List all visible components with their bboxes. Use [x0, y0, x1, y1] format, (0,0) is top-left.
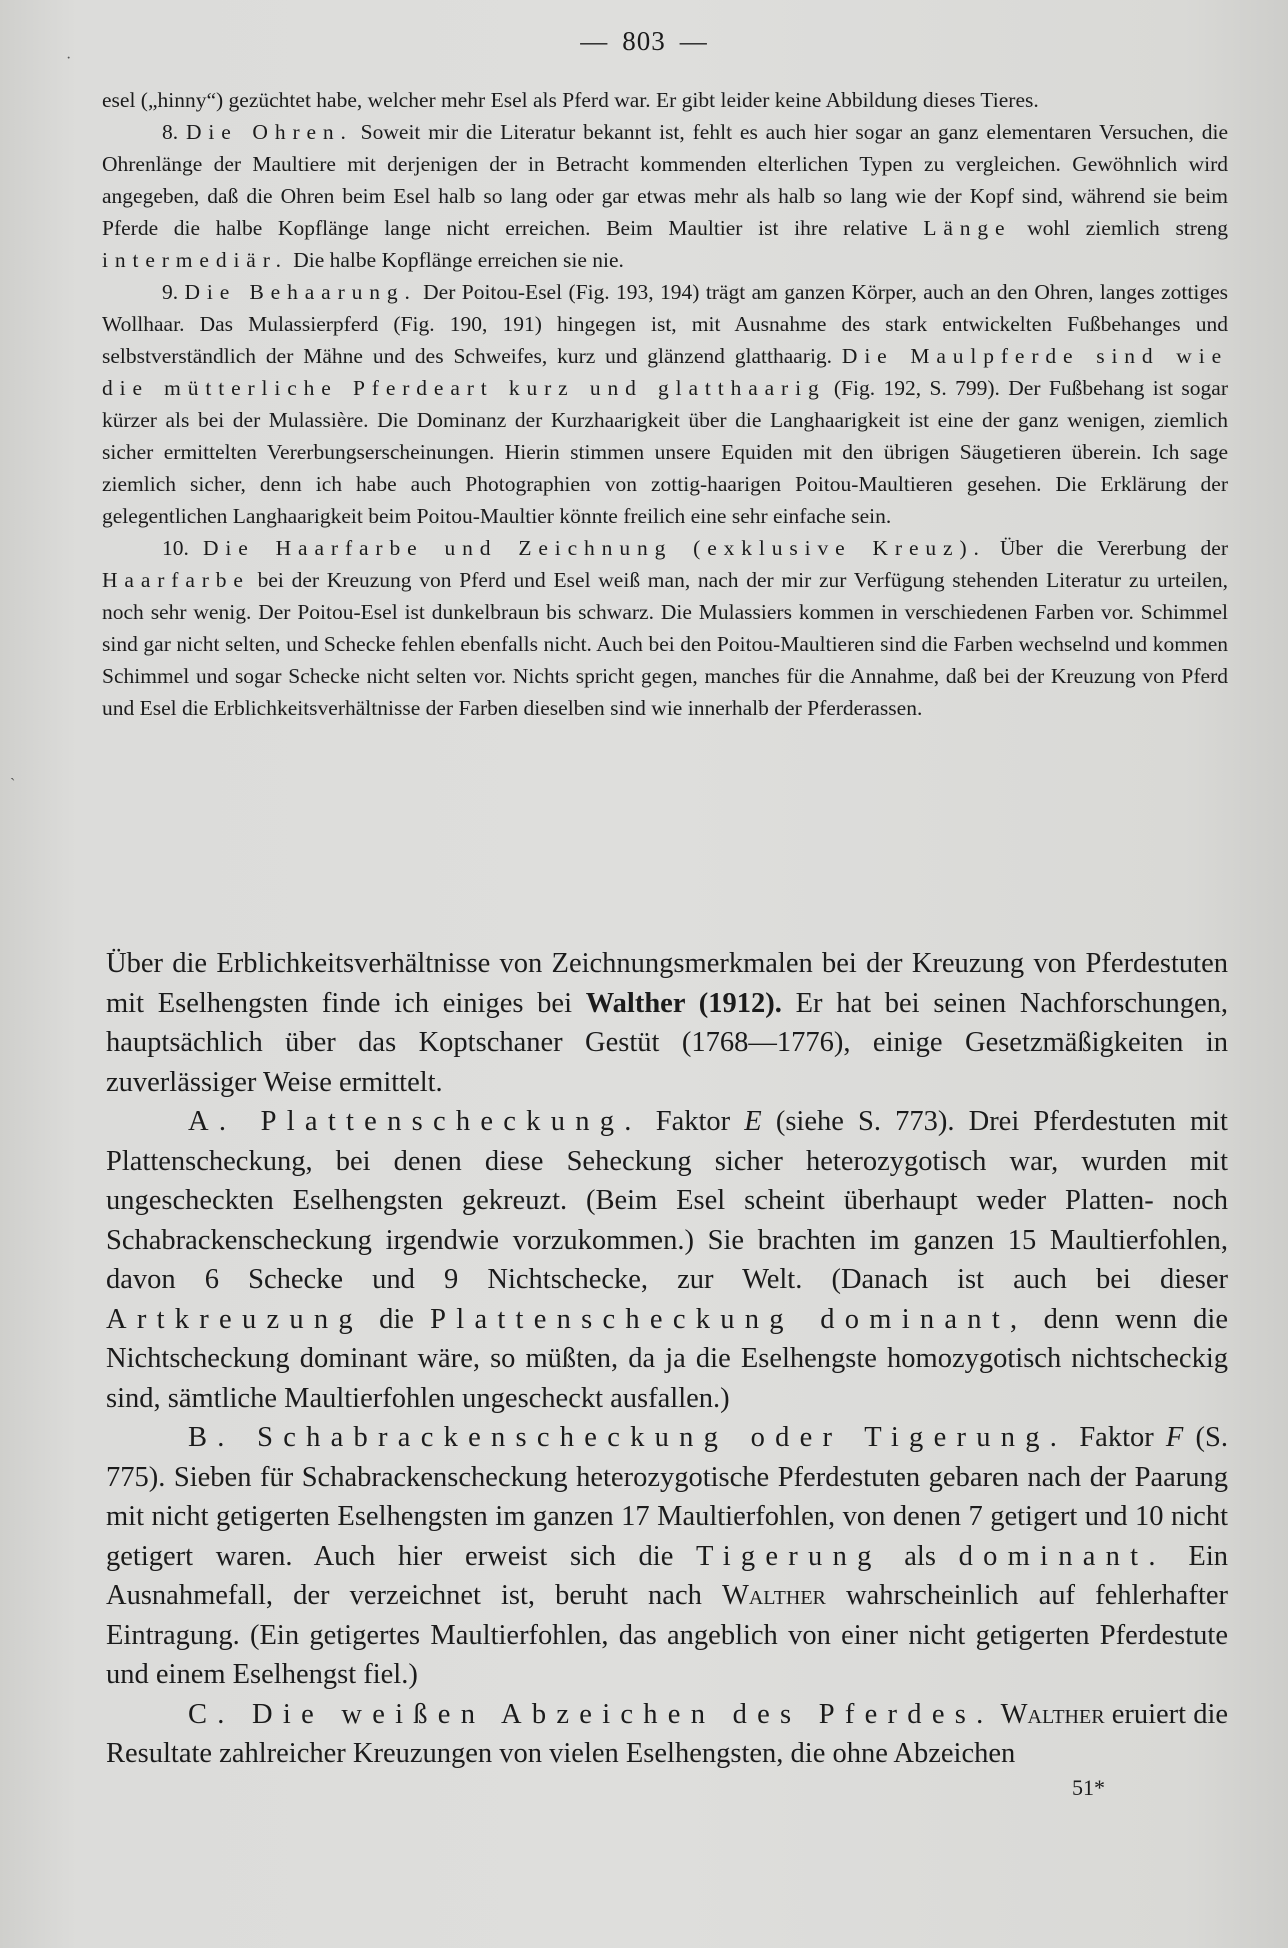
- emphasis-text: Tigerung: [696, 1540, 882, 1572]
- small-print-section: [102, 84, 1228, 724]
- page-header: [0, 26, 1288, 57]
- section-heading: B. Schabrackenscheckung oder Tigerung.: [188, 1422, 1068, 1453]
- paragraph-text: (Fig. 192, S. 799). Der Fußbehang ist sogar kürzer als bei der Mulassière. Die Dominanz der Kurzhaarigkeit über die Langhaarigkeit ist eine der ganz wenigen, ziemlich sicher ermittelten Vererbungserscheinungen. Hierin stimmen unsere Equiden mit den übrigen Säugetieren überein. Ich sage ziemlich sicher, denn ich habe auch Photographien von zottig-haarigen Poitou-Maultieren gesehen. Die Erklärung der gelegentlichen Langhaarigkeit beim Poitou-Maultier könnte freilich eine sehr einfache sein.: [102, 376, 1228, 528]
- paragraph-abzeichen: [106, 1695, 1228, 1774]
- paragraph-text: wahrscheinlich auf fehlerhafter Eintragung. (Ein getigertes Maultierfohlen, das angeblich von einer nicht getigerten Pferdestute und einem Eselhengst fiel.): [106, 1580, 1228, 1690]
- signature-mark: 51*: [1072, 1775, 1105, 1800]
- specimen-dot: ·: [66, 50, 72, 67]
- paragraph-schabrackenscheckung: [106, 1418, 1228, 1695]
- paragraph-haarfarbe: [102, 532, 1228, 724]
- paragraph-text: Faktor: [1067, 1422, 1166, 1453]
- section-number: 8.: [162, 120, 179, 144]
- section-number: 10.: [162, 536, 189, 560]
- paragraph-text: Ein Ausnahmefall, der verzeichnet ist, beruht nach: [106, 1540, 1228, 1611]
- paragraph-ohren: [102, 116, 1228, 276]
- paragraph-text: (siehe S. 773). Drei Pferdestuten mit Plattenscheckung, bei denen diese Seheckung sicher heterozygotisch war, wurden mit ungescheckten Eselhengsten gekreuzt. (Beim Esel scheint überhaupt weder Platten- noch Schabrackenscheckung irgendwie vorzukommen.) Sie brachten im ganzen 15 Maultierfohlen, davon 6 Schecke und 9 Nichtschecke, zur Welt. (Danach ist auch bei dieser: [106, 1106, 1228, 1295]
- paragraph-plattenscheckung: [106, 1102, 1228, 1418]
- paragraph-text: eruiert die Resultate zahlreicher Kreuzungen von vielen Eselhengsten, die ohne Abzeichen: [106, 1698, 1229, 1769]
- paragraph-text: Der Poitou-Esel (Fig. 193, 194) trägt am ganzen Körper, auch an den Ohren, langes zottiges Wollhaar. Das Mulassierpferd (Fig. 190, 191) hingegen ist, mit Ausnahme des stark entwickelten Fußbehanges und selbstverständlich der Mähne und des Schweifes, kurz und glänzend glatthaarig.: [102, 280, 1228, 368]
- page-number: 803: [622, 26, 666, 56]
- factor-symbol: F: [1165, 1422, 1184, 1453]
- emphasis-text: Die Maulpferde sind wie die mütterliche Pferdeart kurz und glatthaarig: [102, 344, 1228, 400]
- section-number: 9.: [162, 280, 179, 304]
- paragraph-text: Über die Vererbung der: [985, 536, 1229, 560]
- emphasis-text: dominant.: [958, 1540, 1166, 1572]
- emphasis-text: intermediär.: [102, 248, 288, 272]
- header-dash-right: —: [679, 26, 708, 56]
- section-heading: Die Haarfarbe und Zeichnung (exklusive Kreuz).: [202, 536, 986, 560]
- emphasis-text: Plattenscheckung dominant,: [430, 1303, 1028, 1335]
- section-heading: A. Plattenscheckung.: [188, 1106, 642, 1137]
- section-heading: Die Behaarung.: [184, 280, 417, 304]
- paragraph-text: [993, 1699, 1000, 1730]
- paragraph-text: Über die Erblichkeitsverhältnisse von Zeichnungsmerkmalen bei der Kreuzung von Pferdestuten mit Eselhengsten finde ich einiges bei: [106, 948, 1228, 1019]
- margin-mark: `: [10, 776, 16, 793]
- paragraph-hinny: esel („hinny“) gezüchtet habe, welcher mehr Esel als Pferd war. Er gibt leider keine Abbildung dieses Tieres.: [102, 88, 1039, 112]
- paragraph-text: bei der Kreuzung von Pferd und Esel weiß man, nach der mir zur Verfügung stehenden Literatur zu urteilen, noch sehr wenig. Der Poitou-Esel ist dunkelbraun bis schwarz. Die Mulassiers kommen in verschiedenen Farben vor. Schimmel sind gar nicht selten, und Schecke fehlen ebenfalls nicht. Auch bei den Poitou-Maultieren sind die Farben wechselnd und kommen Schimmel und sogar Schecke nicht selten vor. Nichts spricht gegen, manches für die Annahme, daß bei der Kreuzung von Pferd und Esel die Erblichkeitsverhältnisse der Farben dieselben sind wie innerhalb der Pferderassen.: [102, 568, 1228, 720]
- paragraph-text: Soweit mir die Literatur bekannt ist, fehlt es auch hier sogar an ganz elementaren Versuchen, die Ohrenlänge der Maultiere mit derjenigen der in Betracht kommenden elterlichen Typen zu vergleichen. Gewöhnlich wird angegeben, daß die Ohren beim Esel halb so lang oder gar etwas mehr als halb so lang wie der Kopf sind, während sie beim Pferde die halbe Kopflänge lange nicht erreichen. Beim Maultier ist ihre relative: [102, 120, 1229, 240]
- section-heading: Die Ohren.: [186, 120, 353, 144]
- header-dash-left: —: [580, 26, 609, 56]
- emphasis-text: Haarfarbe: [102, 568, 250, 592]
- author-reference: Walther: [721, 1580, 826, 1611]
- author-reference: Walther: [1000, 1698, 1105, 1730]
- emphasis-text: Länge: [923, 216, 1012, 240]
- large-print-section: [106, 944, 1228, 1774]
- paragraph-behaarung: [102, 276, 1228, 532]
- paragraph-text: denn wenn die Nichtscheckung dominant wäre, so müßten, da ja die Eselhengste homozygotisch nichtscheckig sind, sämtliche Maultierfohlen ungescheckt ausfallen.): [106, 1303, 1229, 1414]
- factor-symbol: E: [744, 1106, 762, 1137]
- paragraph-intro: [106, 944, 1228, 1102]
- paragraph-text: wohl ziemlich streng: [1011, 216, 1228, 240]
- paragraph-text: Faktor: [641, 1106, 745, 1137]
- section-heading: C. Die weißen Abzeichen des Pferdes.: [188, 1698, 994, 1730]
- emphasis-text: Artkreuzung: [106, 1303, 363, 1335]
- paragraph-text: Die halbe Kopflänge erreichen sie nie.: [287, 248, 624, 272]
- paragraph-text: Er hat bei seinen Nachforschungen, hauptsächlich über das Koptschaner Gestüt (1768—1776), einige Gesetzmäßigkeiten in zuverlässiger Weise ermittelt.: [106, 987, 1228, 1098]
- paragraph-text: (S. 775). Sieben für Schabrackenscheckung heterozygotische Pferdestuten gebaren nach der Paarung mit nicht getigerten Eselhengsten im ganzen 17 Maultierfohlen, von denen 7 getigert und 10 nicht getigert waren. Auch hier erweist sich die: [106, 1422, 1228, 1572]
- paragraph-text: als: [881, 1540, 959, 1572]
- author-reference: Walther (1912).: [585, 987, 782, 1019]
- paragraph-text: die: [362, 1303, 431, 1335]
